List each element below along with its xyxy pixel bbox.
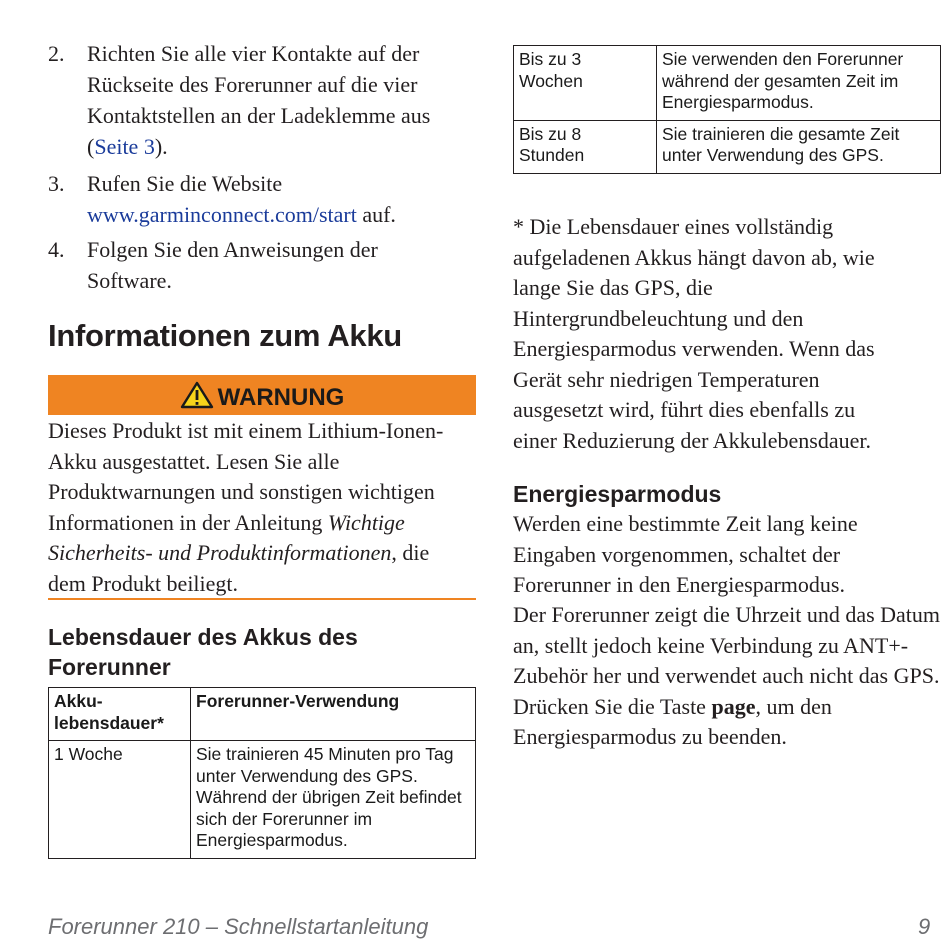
manual-title: Wichtige Sicherheits- und Produktinformationen bbox=[48, 509, 405, 565]
table-header-usage: Forerunner-Verwendung bbox=[191, 688, 476, 741]
table-header-duration: Akku-lebensdauer* bbox=[49, 688, 191, 741]
power-save-paragraph-2: Der Forerunner zeigt die Uhrzeit und das Datum an, stellt jedoch keine Verbindung zu ANT+-Zubehör her und verwendet auch nicht das GPS. Drücken Sie die Taste page, um den Energiesparmodus zu beenden. bbox=[513, 602, 941, 749]
footer-title: Forerunner 210 – Schnellstartanleitung bbox=[48, 914, 429, 939]
table-cell-usage: Sie verwenden den Forerunner während der gesamten Zeit im Energiesparmodus. bbox=[657, 46, 941, 121]
table-cell-usage: Sie trainieren die gesamte Zeit unter Verwendung des GPS. bbox=[657, 120, 941, 173]
warning-label: WARNUNG bbox=[217, 384, 345, 411]
warning-banner bbox=[48, 375, 476, 415]
list-item-step-4 bbox=[48, 234, 428, 296]
warning-divider bbox=[48, 598, 476, 600]
section-heading-battery: Informationen zum Akku bbox=[48, 318, 402, 353]
step-number: 4. bbox=[48, 237, 65, 262]
table-row bbox=[49, 741, 476, 859]
table-cell-duration: 1 Woche bbox=[49, 741, 191, 859]
section-heading-battery-lifetime: Lebensdauer des Akkus des Forerunner bbox=[48, 624, 358, 680]
table-header-row bbox=[49, 688, 476, 741]
warning-triangle-icon bbox=[180, 381, 214, 416]
warning-label-row bbox=[48, 381, 476, 416]
table-cell-duration: Bis zu 8 Stunden bbox=[514, 120, 657, 173]
warning-text: Dieses Produkt ist mit einem Lithium-Ionen-Akku ausgestattet. Lesen Sie alle Produktwarnungen und sonstigen wichtigen Informationen in der Anleitung Wichtige Sicherheits- und Produktinformationen, die dem Produkt beiliegt. bbox=[48, 418, 444, 596]
step-number: 2. bbox=[48, 41, 65, 66]
table-row bbox=[514, 120, 941, 173]
page-number: 9 bbox=[918, 914, 931, 939]
page-key: page bbox=[711, 693, 756, 719]
table-row bbox=[514, 46, 941, 121]
table-footnote: * Die Lebensdauer eines vollständig aufgeladenen Akkus hängt davon ab, wie lange Sie das GPS, die Hintergrundbeleuchtung und den Energiesparmodus verwenden. Wenn das Gerät sehr niedrigen Temperaturen ausgesetzt wird, führt dies ebenfalls zu einer Reduzierung der Akkulebensdauer. bbox=[513, 214, 875, 453]
table-cell-usage: Sie trainieren 45 Minuten pro Tag unter Verwendung des GPS. Während der übrigen Zeit befindet sich der Forerunner im Energiesparmodus. bbox=[191, 741, 476, 859]
step-number: 3. bbox=[48, 171, 65, 196]
step-text: Folgen Sie den Anweisungen der Software. bbox=[87, 237, 378, 293]
step-text: Richten Sie alle vier Kontakte auf der Rückseite des Forerunner auf die vier Kontaktstellen an der Ladeklemme aus (Seite 3). bbox=[87, 41, 431, 159]
section-heading-power-save: Energiesparmodus bbox=[513, 481, 722, 507]
power-save-paragraph-1: Werden eine bestimmte Zeit lang keine Eingaben vorgenommen, schaltet der Forerunner in den Energiesparmodus. bbox=[513, 511, 858, 597]
table-cell-duration: Bis zu 3 Wochen bbox=[514, 46, 657, 121]
list-item-step-2 bbox=[48, 38, 458, 162]
website-link[interactable]: www.garminconnect.com/start bbox=[87, 202, 357, 227]
battery-lifetime-table-continued bbox=[513, 45, 941, 174]
battery-lifetime-table bbox=[48, 687, 476, 859]
step-text: Rufen Sie die Website www.garminconnect.com/start auf. bbox=[87, 171, 396, 227]
page-link[interactable]: Seite 3 bbox=[94, 134, 155, 159]
list-item-step-3 bbox=[48, 168, 458, 230]
